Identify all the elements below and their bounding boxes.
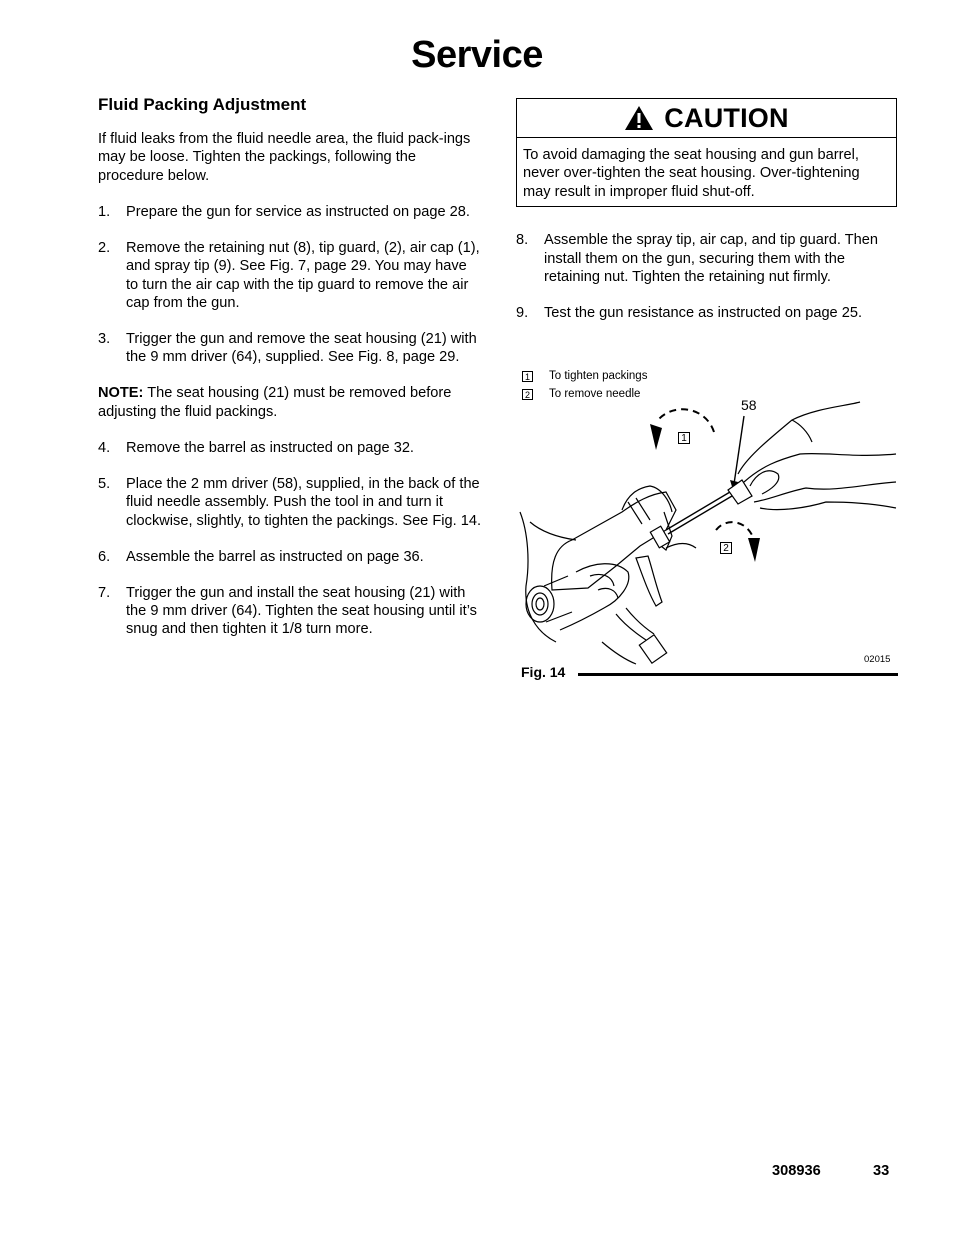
page-title: Service [411, 34, 543, 76]
step-9 [516, 304, 900, 322]
warning-triangle-icon [624, 105, 654, 131]
legend-label: To remove needle [549, 388, 641, 400]
step-number: 9. [516, 305, 529, 322]
section-heading: Fluid Packing Adjustment [98, 95, 307, 114]
step-7 [98, 584, 482, 639]
step-text: Prepare the gun for service as instructed on page 28. [126, 203, 470, 220]
document-number: 308936 [772, 1163, 821, 1179]
note-text: The seat housing (21) must be removed before adjusting the fluid packings. [98, 385, 452, 420]
step-text: Remove the retaining nut (8), tip guard, (2), air cap (1), and spray tip (9). See Fig. 7, page 29. You may have to turn the air cap with the tip guard to remove the air cap from the gun. [126, 239, 480, 312]
legend-item-tighten [522, 370, 647, 382]
step-number: 5. [98, 475, 111, 492]
step-number: 8. [516, 232, 529, 249]
caution-title: CAUTION [664, 102, 789, 133]
legend-item-remove [522, 388, 640, 400]
caution-header [517, 99, 896, 138]
rotation-arrow-remove [716, 522, 754, 540]
intro-paragraph: If fluid leaks from the fluid needle area, the fluid pack-ings may be loose. Tighten the packings, following the procedure below. [98, 131, 471, 184]
step-number: 4. [98, 439, 111, 456]
note-label: NOTE: [98, 385, 144, 402]
legend-label: To tighten packings [549, 370, 648, 382]
figure-14 [516, 362, 900, 682]
page-number: 33 [873, 1163, 890, 1179]
caution-text: To avoid damaging the seat housing and gun barrel, never over-tighten the seat housing. Over-tightening may result in improper fluid shut-off. [523, 147, 860, 200]
step-number: 1. [98, 203, 111, 220]
step-1 [98, 203, 482, 221]
left-column [98, 94, 482, 656]
step-number: 7. [98, 584, 111, 601]
caution-box [516, 98, 897, 207]
right-steps [516, 231, 900, 322]
step-6 [98, 548, 482, 566]
step-number: 6. [98, 548, 111, 565]
right-column [516, 98, 900, 340]
step-text: Trigger the gun and install the seat housing (21) with the 9 mm driver (64). Tighten the seat housing until it’s snug and then tighten it 1/8 turn more. [126, 584, 477, 638]
step-5 [98, 475, 482, 530]
step-number: 3. [98, 331, 111, 348]
legend-key: 2 [522, 389, 533, 400]
step-2 [98, 239, 482, 313]
callout-58: 58 [741, 397, 757, 413]
legend-key: 1 [522, 371, 533, 382]
note-paragraph [98, 384, 482, 421]
step-3 [98, 330, 482, 367]
step-text: Place the 2 mm driver (58), supplied, in the back of the fluid needle assembly. Push the tool in and turn it clockwise, slightly, to tighten the packings. See Fig. 14. [126, 475, 482, 529]
marker-1: 1 [678, 432, 690, 444]
caption-rule [578, 673, 898, 676]
figure-caption: Fig. 14 [521, 664, 566, 680]
figure-code: 02015 [864, 654, 891, 665]
rotation-arrow-tighten [658, 409, 714, 432]
step-number: 2. [98, 239, 111, 256]
step-8 [516, 231, 900, 286]
step-text: Remove the barrel as instructed on page 32. [126, 439, 414, 456]
step-text: Assemble the barrel as instructed on page 36. [126, 548, 424, 565]
step-text: Test the gun resistance as instructed on page 25. [544, 305, 863, 322]
marker-2: 2 [720, 542, 732, 554]
step-text: Assemble the spray tip, air cap, and tip guard. Then install them on the gun, securing them with the retaining nut. Tighten the retaining nut firmly. [544, 232, 878, 286]
spray-gun-illustration [516, 362, 900, 672]
step-4 [98, 439, 482, 457]
step-text: Trigger the gun and remove the seat housing (21) with the 9 mm driver (64), supplied. See Fig. 8, page 29. [126, 331, 477, 366]
